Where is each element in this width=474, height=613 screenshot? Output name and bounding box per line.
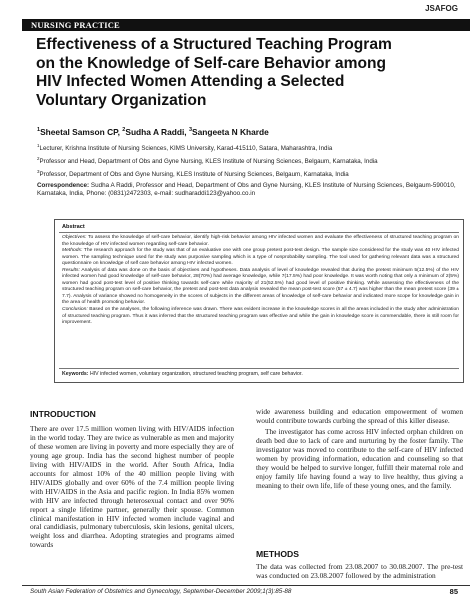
author-sup: 3 — [188, 127, 193, 134]
abstract-conclusion — [62, 307, 459, 327]
abstract-body — [62, 235, 459, 327]
aff-sup: 2 — [37, 156, 40, 161]
text: Based on the analyses, the following inference was drawn. There was evident increase in the knowledge scores in all the areas included in the study after administration of structured teaching program. Thus it was inferred that the structured teaching program was effective and while the gain in knowledge score is commendable, there is still room for improvement. — [62, 307, 459, 326]
paragraph: wide awareness building and education empowerment of women would contribute towards curbing the spread of this killer disease. — [256, 407, 463, 425]
section-label: NURSING PRACTICE — [31, 20, 120, 30]
text: Analysis of data was done on the basis of objectives and hypotheses. Data analysis of level of knowledge revealed that during the pretest minimum 5(12.5%) of the HIV infected women had good knowledge of self-care behavior, 28(70%) had average knowledge, while 7(17.5%) had poor knowledge. It was worth noting that only a minimum of 2(5%) women had good post-test level of positive thinking towards self-care while majority of 21(52.5%) had good level of positive thinking. While assessing the effectiveness of the structured teaching program on self-care behavior, the pretest and post-test data analysis revealed the mean post-test score (57 ± 4.7) was higher than the mean pretest score (39 ± 7.7). Analysis of variance showed no homogeneity in the scores of subjects in the different areas of knowledge of self-care behavior and indicated more scope for knowledge gain in the area of health promoting behavior. — [62, 267, 459, 306]
label: Results: — [62, 267, 80, 273]
author-sup: 1 — [37, 127, 41, 134]
aff-text: Lecturer, Krishna Institute of Nursing Sciences, KIMS University, Karad-415110, Satara, Maharashtra, India — [39, 145, 333, 153]
aff-sup: 3 — [37, 169, 40, 174]
journal-abbrev: JSAFOG — [425, 4, 458, 13]
label: Methods: — [62, 248, 83, 254]
aff-sup: 1 — [37, 143, 40, 148]
corr-text: Sudha A Raddi, Professor and Head, Department of Obs and Gyne Nursing, KLES Institute of Nursing Sciences, Belgaum-590010, Karnataka, India, Phone: (0831)2472303, e-mail: sudharaddi123@yahoo.co.in — [37, 182, 456, 198]
title-line: Voluntary Organization — [36, 91, 207, 109]
label: Objectives: — [62, 235, 87, 240]
abstract-divider — [59, 232, 459, 233]
intro-heading: INTRODUCTION — [30, 409, 96, 419]
keywords-label: Keywords: — [62, 371, 89, 377]
corr-label: Correspondence: — [37, 182, 90, 189]
abstract-box — [54, 219, 464, 383]
title-line: Effectiveness of a Structured Teaching Program — [36, 36, 392, 53]
methods-heading: METHODS — [256, 549, 299, 559]
abstract-heading: Abstract — [62, 224, 85, 230]
abstract-methods — [62, 248, 459, 268]
journal-header — [0, 4, 474, 16]
paragraph: The data was collected from 23.08.2007 to 30.08.2007. The pre-test was conducted on 23.08.2007 followed by the administration — [256, 562, 463, 580]
keywords-text: HIV infected women, voluntary organization, structured teaching program, self care behavior. — [88, 371, 303, 377]
author-list — [37, 127, 269, 137]
paragraph: The investigator has come across HIV infected orphan children on death bed due to lack of care and nurturing by the foster family. The investigator was moved to contribute to the self-care of HIV infected women by providing information, education and counseling so that they would be helped to survive longer, fulfill their maternal role and enjoy family life having found a way to live healthy, thus giving a meaning to their own life, life of these young ones, and the family. — [256, 426, 463, 490]
title-line: HIV Infected Women Attending a Selected — [36, 73, 345, 90]
author-name: Sudha A Raddi, — [125, 127, 189, 137]
text: To assess the knowledge of self-care behavior, identify high-risk behavior among HIV infected women and evaluate the effectiveness of structured teaching program on the knowledge of HIV infected women regarding self-care behavior. — [62, 235, 459, 247]
page-number: 85 — [449, 587, 458, 596]
abstract-results — [62, 268, 459, 307]
methods-text — [256, 563, 463, 581]
section-banner — [22, 19, 470, 31]
keywords-divider — [59, 368, 459, 369]
correspondence — [37, 182, 463, 199]
right-column — [256, 408, 463, 491]
title-line: on the Knowledge of Self-care Behavior among — [36, 54, 387, 72]
keywords — [62, 371, 303, 377]
left-column — [30, 425, 234, 550]
affiliation — [37, 168, 349, 179]
author-name: Sangeeta N Kharde — [192, 127, 269, 137]
affiliation — [37, 142, 332, 153]
paragraph: There are over 17.5 million women living with HIV/AIDS infection in the world today. They are twice as vulnerable as men and majority of these women are living in poverty and more especially they are of young age group. India has the second highest number of people living with HIV/AIDS in the world. After South Africa, India accounts for almost 10% of the 40 million people living with HIV/AIDS globally and over 60% of the 7.4 million people living with HIV/AIDS in the Asia and pacific region. In India 85% women with HIV are infected through heterosexual contact and over 90% report a single lifetime partner, generally their spouse. Common clinical manifestation in HIV infected women include vaginal and oral candidiasis, pulmonary tuberculosis, skin lesions, genital ulcers, weight loss and diarrhea. Adopting strategies and programs aimed towards — [30, 424, 234, 550]
aff-text: Professor and Head, Department of Obs and Gyne Nursing, KLES Institute of Nursing Sciences, Belgaum, Karnataka, India — [39, 158, 378, 166]
affiliation — [37, 155, 378, 166]
footer-divider — [22, 585, 470, 586]
aff-text: Professor, Department of Obs and Gyne Nursing, KLES Institute of Nursing Sciences, Belgaum, Karnataka, India — [39, 171, 349, 179]
label: Conclusion: — [62, 307, 88, 313]
text: The research approach for the study was that of an evaluative one with one group pretest post-test design. The sample size considered for the study was 40 HIV infected women. The sampling technique used for the study was purposive sampling which is a type of nonprobability sampling. The tool used for gathering relevant data was a structured questionnaire on knowledge of self care behavior among HIV infected women. — [62, 248, 459, 267]
author-sup: 2 — [122, 127, 126, 134]
article-title — [36, 36, 461, 110]
abstract-objectives — [62, 235, 459, 248]
author-name: Sheetal Samson CP, — [40, 127, 123, 137]
footer-citation: South Asian Federation of Obstetrics and Gynecology, September-December 2009;1(3):85-88 — [30, 588, 292, 595]
